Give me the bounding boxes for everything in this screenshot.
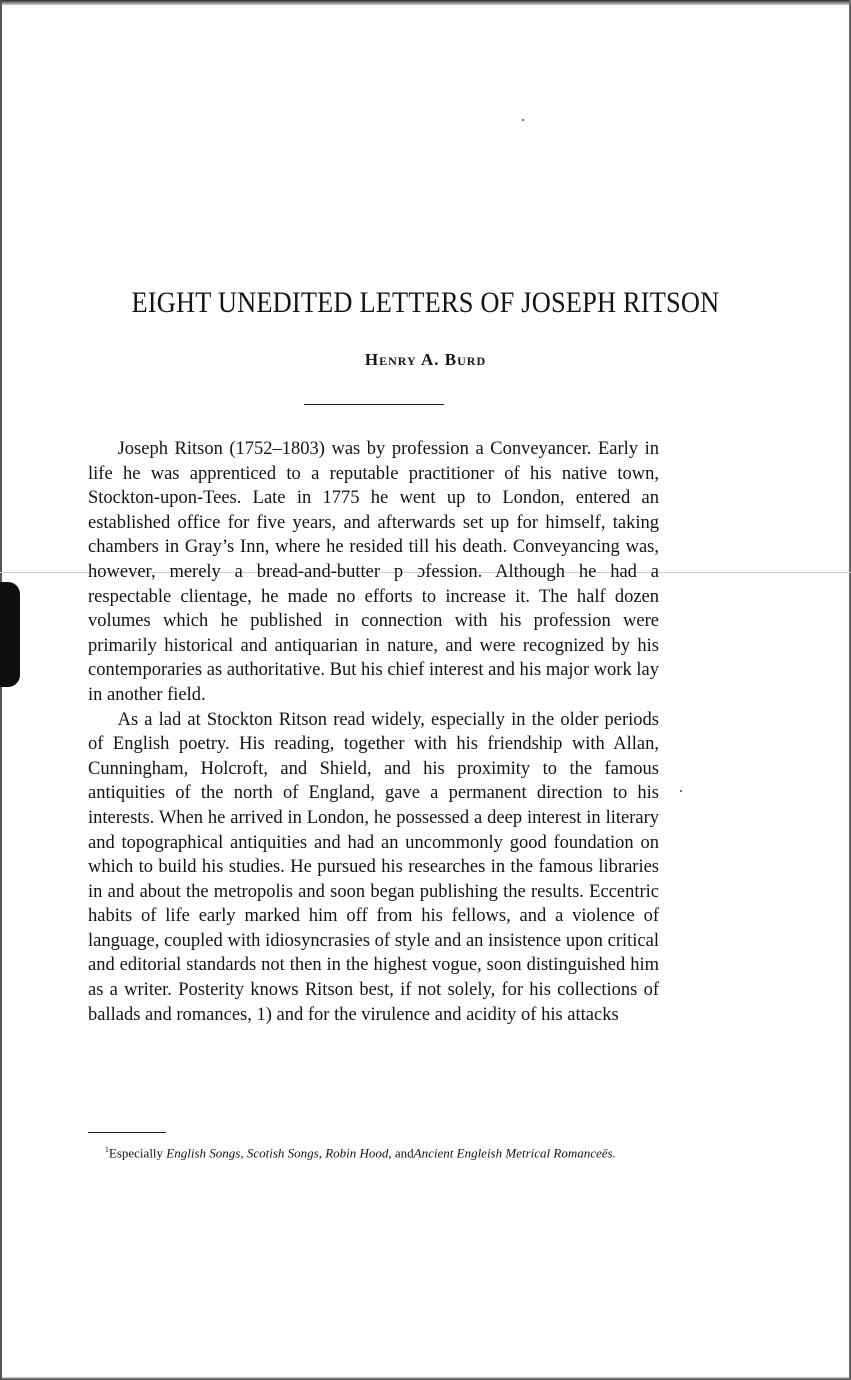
paragraph-2: As a lad at Stockton Ritson read widely, especially in the older periods of English poetry. His reading, together with his friendship with Allan, Cunningham, Holcroft, and Shield, and his proximity to the famous antiquities of the north of England, gave a permanent direction to his interests. When he arrived in London, he possessed a deep interest in literary and topographical antiquities and had an uncommonly good foundation on which to build his studies. He pursued his researches in the famous libraries in and about the metropolis and soon began publishing the results. Eccentric habits of life early marked him off from his fellows, and a violence of language, coupled with idiosyncrasies of style and an insistence upon critical and editorial standards not then in the highest vogue, soon distinguished him as a writer. Posterity knows Ritson best, if not solely, for his collections of ballads and romances, 1) and for the virulence and acidity of his attacks (88, 709, 659, 1025)
article-body (88, 437, 659, 1027)
footnote-titles: English Songs, Scotish Songs, Robin Hood, (166, 1145, 392, 1161)
footnote-lead: Especially (108, 1145, 167, 1161)
article-title: EIGHT UNEDITED LETTERS OF JOSEPH RITSON (131, 286, 720, 319)
article-author: Henry A. Burd (364, 350, 487, 369)
page-top-edge (0, 0, 851, 5)
footnote-last-title: Ancient Engleish Metrical Romanceës. (413, 1145, 616, 1161)
scan-speck (680, 790, 682, 792)
title-divider (304, 404, 444, 405)
footnote-marker: 1 (104, 1145, 109, 1154)
page-left-edge (0, 0, 2, 1380)
paragraph-1: Joseph Ritson (1752–1803) was by profession a Conveyancer. Early in life he was apprenticed to a reputable practitioner of his native town, Stockton-upon-Tees. Late in 1775 he went up to London, entered an established office for five years, and afterwards set up for himself, taking chambers in Gray’s Inn, where he resided till his death. Conveyancing was, however, merely a bread-and-butter p ɔfession. Although he had a respectable clientage, he made no efforts to increase it. The half dozen volumes which he published in connection with his profession were primarily historical and antiquarian in nature, and were recognized by his contemporaries as authoritative. But his chief interest and his major work lay in another field. (88, 439, 659, 705)
footnote-joiner: and (391, 1145, 414, 1161)
binding-shadow (0, 582, 20, 687)
scan-speck (522, 119, 524, 121)
footnote-divider (88, 1132, 166, 1133)
footnote (88, 1141, 659, 1161)
